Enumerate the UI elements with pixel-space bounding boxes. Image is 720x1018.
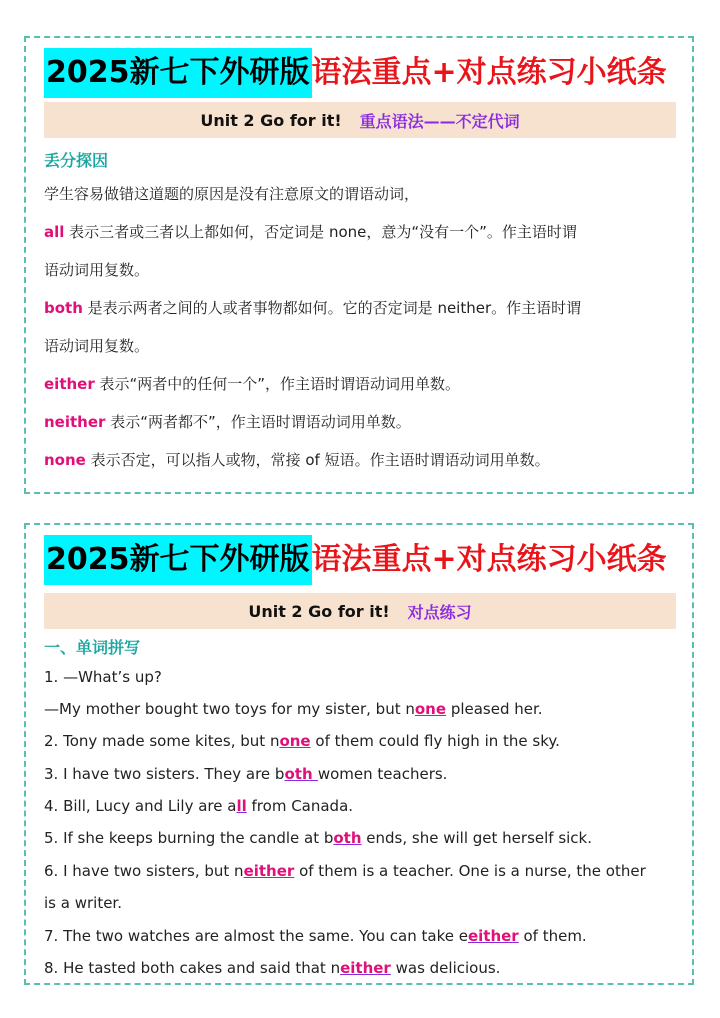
keyword-neither: neither xyxy=(44,413,106,431)
rule-neither-text: 表示“两者都不”，作主语时谓语动词用单数。 xyxy=(105,413,411,431)
rule-both-text: 是表示两者之间的人或者事物都如何。它的否定词是 neither。作主语时谓 xyxy=(82,299,582,317)
question-text: of them is a teacher. One is a nurse, the other xyxy=(294,862,646,880)
rule-either-text: 表示“两者中的任何一个”，作主语时谓语动词用单数。 xyxy=(94,375,461,393)
question-1b xyxy=(44,699,543,719)
exercise-card xyxy=(24,523,694,985)
question-7 xyxy=(44,926,587,946)
answer-fill: either xyxy=(243,862,295,880)
question-4 xyxy=(44,796,353,816)
topic-label: 对点练习 xyxy=(407,602,472,622)
rule-all-text: 表示三者或三者以上都如何，否定词是 none，意为“没有一个”。作主语时谓 xyxy=(64,223,577,241)
question-3 xyxy=(44,764,447,784)
answer-fill: one xyxy=(279,732,311,750)
grammar-card xyxy=(24,36,694,494)
question-text: was delicious. xyxy=(390,959,501,977)
question-text: of them could fly high in the sky. xyxy=(310,732,560,750)
keyword-both: both xyxy=(44,299,83,317)
rule-both xyxy=(44,298,581,318)
question-text: 5. If she keeps burning the candle at b xyxy=(44,829,334,847)
question-text: ends, she will get herself sick. xyxy=(361,829,593,847)
unit-bar xyxy=(44,593,676,629)
rule-all-cont: 语动词用复数。 xyxy=(44,261,150,279)
answer-fill: oth xyxy=(333,829,362,847)
question-1a: 1. —What’s up? xyxy=(44,668,162,686)
answer-fill: oth xyxy=(284,765,318,783)
question-2 xyxy=(44,731,560,751)
rule-both-cont: 语动词用复数。 xyxy=(44,337,150,355)
question-text: 8. He tasted both cakes and said that n xyxy=(44,959,341,977)
answer-fill: one xyxy=(414,700,447,718)
question-5 xyxy=(44,828,592,848)
title-highlight: 2025新七下外研版 xyxy=(44,48,312,98)
intro-text: 学生容易做错这道题的原因是没有注意原文的谓语动词， xyxy=(44,185,420,203)
unit-label: Unit 2 Go for it! xyxy=(200,110,342,130)
question-6-cont: is a writer. xyxy=(44,894,122,912)
question-6 xyxy=(44,861,646,881)
rule-all xyxy=(44,222,577,242)
keyword-either: either xyxy=(44,375,95,393)
rule-none xyxy=(44,450,550,470)
page-title xyxy=(44,535,667,585)
title-red: 语法重点+对点练习小纸条 xyxy=(311,55,667,90)
unit-label: Unit 2 Go for it! xyxy=(248,601,390,621)
section-heading: 丢分探因 xyxy=(44,151,109,170)
topic-label: 重点语法——不定代词 xyxy=(359,111,520,131)
question-text: 2. Tony made some kites, but n xyxy=(44,732,280,750)
rule-neither xyxy=(44,412,411,432)
question-text: 3. I have two sisters. They are b xyxy=(44,765,285,783)
question-text: pleased her. xyxy=(446,700,543,718)
question-8 xyxy=(44,958,500,978)
section-heading: 一、单词拼写 xyxy=(44,638,141,657)
question-text: 7. The two watches are almost the same. You can take e xyxy=(44,927,468,945)
question-text: 6. I have two sisters, but n xyxy=(44,862,244,880)
question-text: —My mother bought two toys for my sister, but n xyxy=(44,700,415,718)
rule-none-text: 表示否定，可以指人或物，常接 of 短语。作主语时谓语动词用单数。 xyxy=(85,451,550,469)
question-text: women teachers. xyxy=(317,765,448,783)
answer-fill: ll xyxy=(236,797,247,815)
title-highlight: 2025新七下外研版 xyxy=(44,535,312,585)
page-title xyxy=(44,48,667,98)
question-text: of them. xyxy=(518,927,587,945)
title-red: 语法重点+对点练习小纸条 xyxy=(311,542,667,577)
keyword-none: none xyxy=(44,451,86,469)
question-text: from Canada. xyxy=(246,797,354,815)
question-text: 4. Bill, Lucy and Lily are a xyxy=(44,797,237,815)
answer-fill: either xyxy=(467,927,519,945)
unit-bar xyxy=(44,102,676,138)
keyword-all: all xyxy=(44,223,65,241)
rule-either xyxy=(44,374,460,394)
answer-fill: either xyxy=(340,959,391,977)
